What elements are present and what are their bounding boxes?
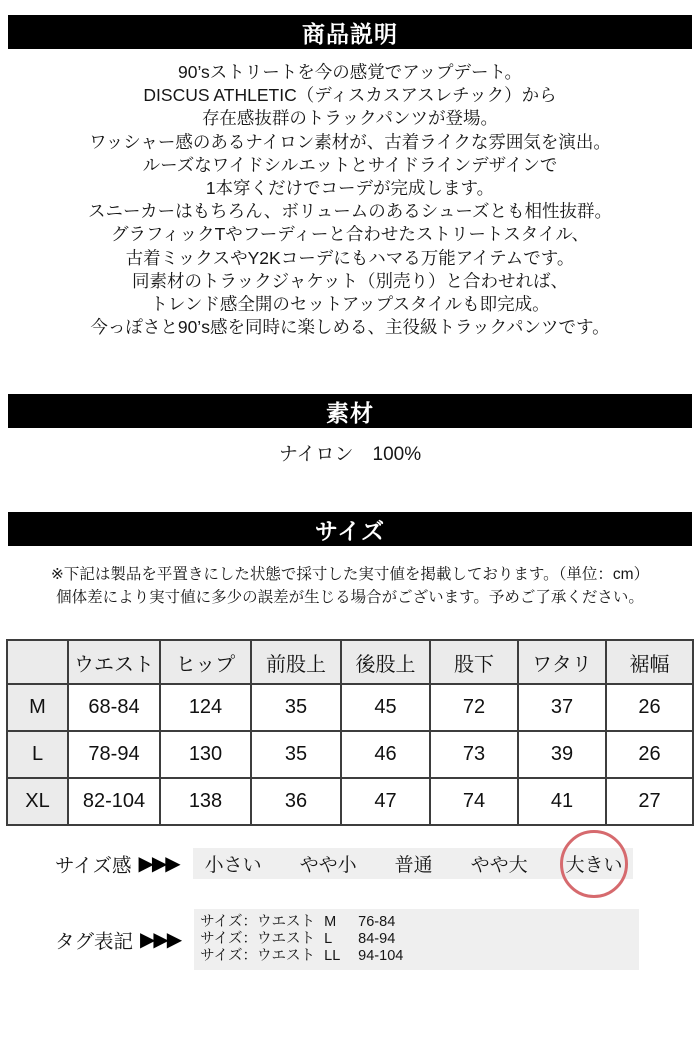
column-header-waist: ウエスト [68,640,160,684]
tag-line-size: M [324,914,337,931]
description-line: 同素材のトラックジャケット（別売り）と合わせれば、 [132,270,568,291]
tag-line-label: サイズ：ウエスト [200,931,316,948]
tag-line-size: LL [324,948,341,965]
table-cell: 41 [518,778,606,825]
table-cell: 68-84 [68,684,160,731]
size-measurement-note [0,563,700,609]
table-cell: 78-94 [68,731,160,778]
tag-notation-label: タグ表記 [55,930,134,953]
tag-line [200,931,639,948]
description-line: スニーカーはもちろん、ボリュームのあるシューズとも相性抜群。 [88,201,612,222]
description-line: ルーズなワイドシルエットとサイドラインデザインで [142,154,558,175]
column-header-back-rise: 後股上 [341,640,430,684]
description-line: 90’sストリートを今の感覚でアップデート。 [178,62,522,82]
table-cell: 39 [518,731,606,778]
size-feel-row [0,848,700,879]
column-header-hip: ヒップ [160,640,251,684]
size-table-row-l [7,731,693,778]
description-line: 存在感抜群のトラックパンツが登場。 [201,108,499,129]
section-header-description [8,15,692,49]
table-cell: 82-104 [68,778,160,825]
table-cell: 26 [606,684,693,731]
section-title: サイズ [314,517,386,544]
table-cell: 37 [518,684,606,731]
table-cell: 138 [160,778,251,825]
material-value: ナイロン 100% [278,444,422,466]
description-line: 1本穿くだけでコーデが完成します。 [205,178,495,199]
size-table-header-row [7,640,693,684]
size-feel-label: サイズ感 [55,854,132,877]
size-feel-option-slightly-small: やや小 [299,855,357,877]
table-cell: 26 [606,731,693,778]
table-cell: 46 [341,731,430,778]
tag-line-size: L [324,931,333,948]
table-cell: 72 [430,684,518,731]
size-table-row-m [7,684,693,731]
size-feel-option-large [566,850,623,877]
product-description [0,61,700,339]
table-cell: 27 [606,778,693,825]
description-line: グラフィックTやフーディーと合わせたストリートスタイル、 [111,224,589,245]
table-cell: 35 [251,731,341,778]
description-line: ワッシャー感のあるナイロン素材が、古着ライクな雰囲気を演出。 [89,131,611,152]
row-label: XL [7,778,68,825]
section-title: 素材 [326,399,374,426]
column-header-thigh: ワタリ [518,640,606,684]
triple-arrow-icon: ▶▶▶ [140,929,181,952]
section-header-size [8,512,692,546]
row-label: L [7,731,68,778]
table-cell: 35 [251,684,341,731]
table-cell: 36 [251,778,341,825]
tag-line-label: サイズ：ウエスト [200,914,316,931]
size-feel-option-large-label: 大きい [565,855,623,877]
tag-line-label: サイズ：ウエスト [200,948,316,965]
table-cell: 47 [341,778,430,825]
description-line: トレンド感全開のセットアップスタイルも即完成。 [150,294,550,315]
triple-arrow-icon: ▶▶▶ [138,853,179,876]
size-table [6,639,694,826]
size-feel-option-slightly-large: やや大 [470,855,528,877]
table-cell: 124 [160,684,251,731]
tag-line-range: 76-84 [358,914,396,931]
tag-notation-row [0,909,700,970]
size-note-line: 個体差により実寸値に多少の誤差が生じる場合がございます。予めご了承ください。 [56,589,644,607]
size-feel-option-small: 小さい [204,855,262,877]
size-feel-scale [193,848,633,879]
column-header-hem: 裾幅 [606,640,693,684]
table-cell: 73 [430,731,518,778]
section-header-material [8,394,692,428]
tag-line-range: 84-94 [358,931,396,948]
description-line: 古着ミックスやY2Kコーデにもハマる万能アイテムです。 [125,247,575,268]
column-header-blank [7,640,68,684]
description-line: DISCUS ATHLETIC（ディスカスアスレチック）から [143,85,557,106]
column-header-inseam: 股下 [430,640,518,684]
tag-line [200,914,639,931]
section-title: 商品説明 [302,20,398,47]
column-header-front-rise: 前股上 [251,640,341,684]
description-line: 今っぽさと90’s感を同時に楽しめる、主役級トラックパンツです。 [90,317,610,338]
tag-notation-box [194,909,639,970]
size-feel-option-normal: 普通 [394,855,433,877]
size-table-row-xl [7,778,693,825]
tag-line-range: 94-104 [358,948,404,965]
table-cell: 45 [341,684,430,731]
table-cell: 74 [430,778,518,825]
size-note-line: ※下記は製品を平置きにした状態で採寸した実寸値を掲載しております。（単位：cm） [50,566,650,584]
tag-line [200,948,639,965]
row-label: M [7,684,68,731]
table-cell: 130 [160,731,251,778]
